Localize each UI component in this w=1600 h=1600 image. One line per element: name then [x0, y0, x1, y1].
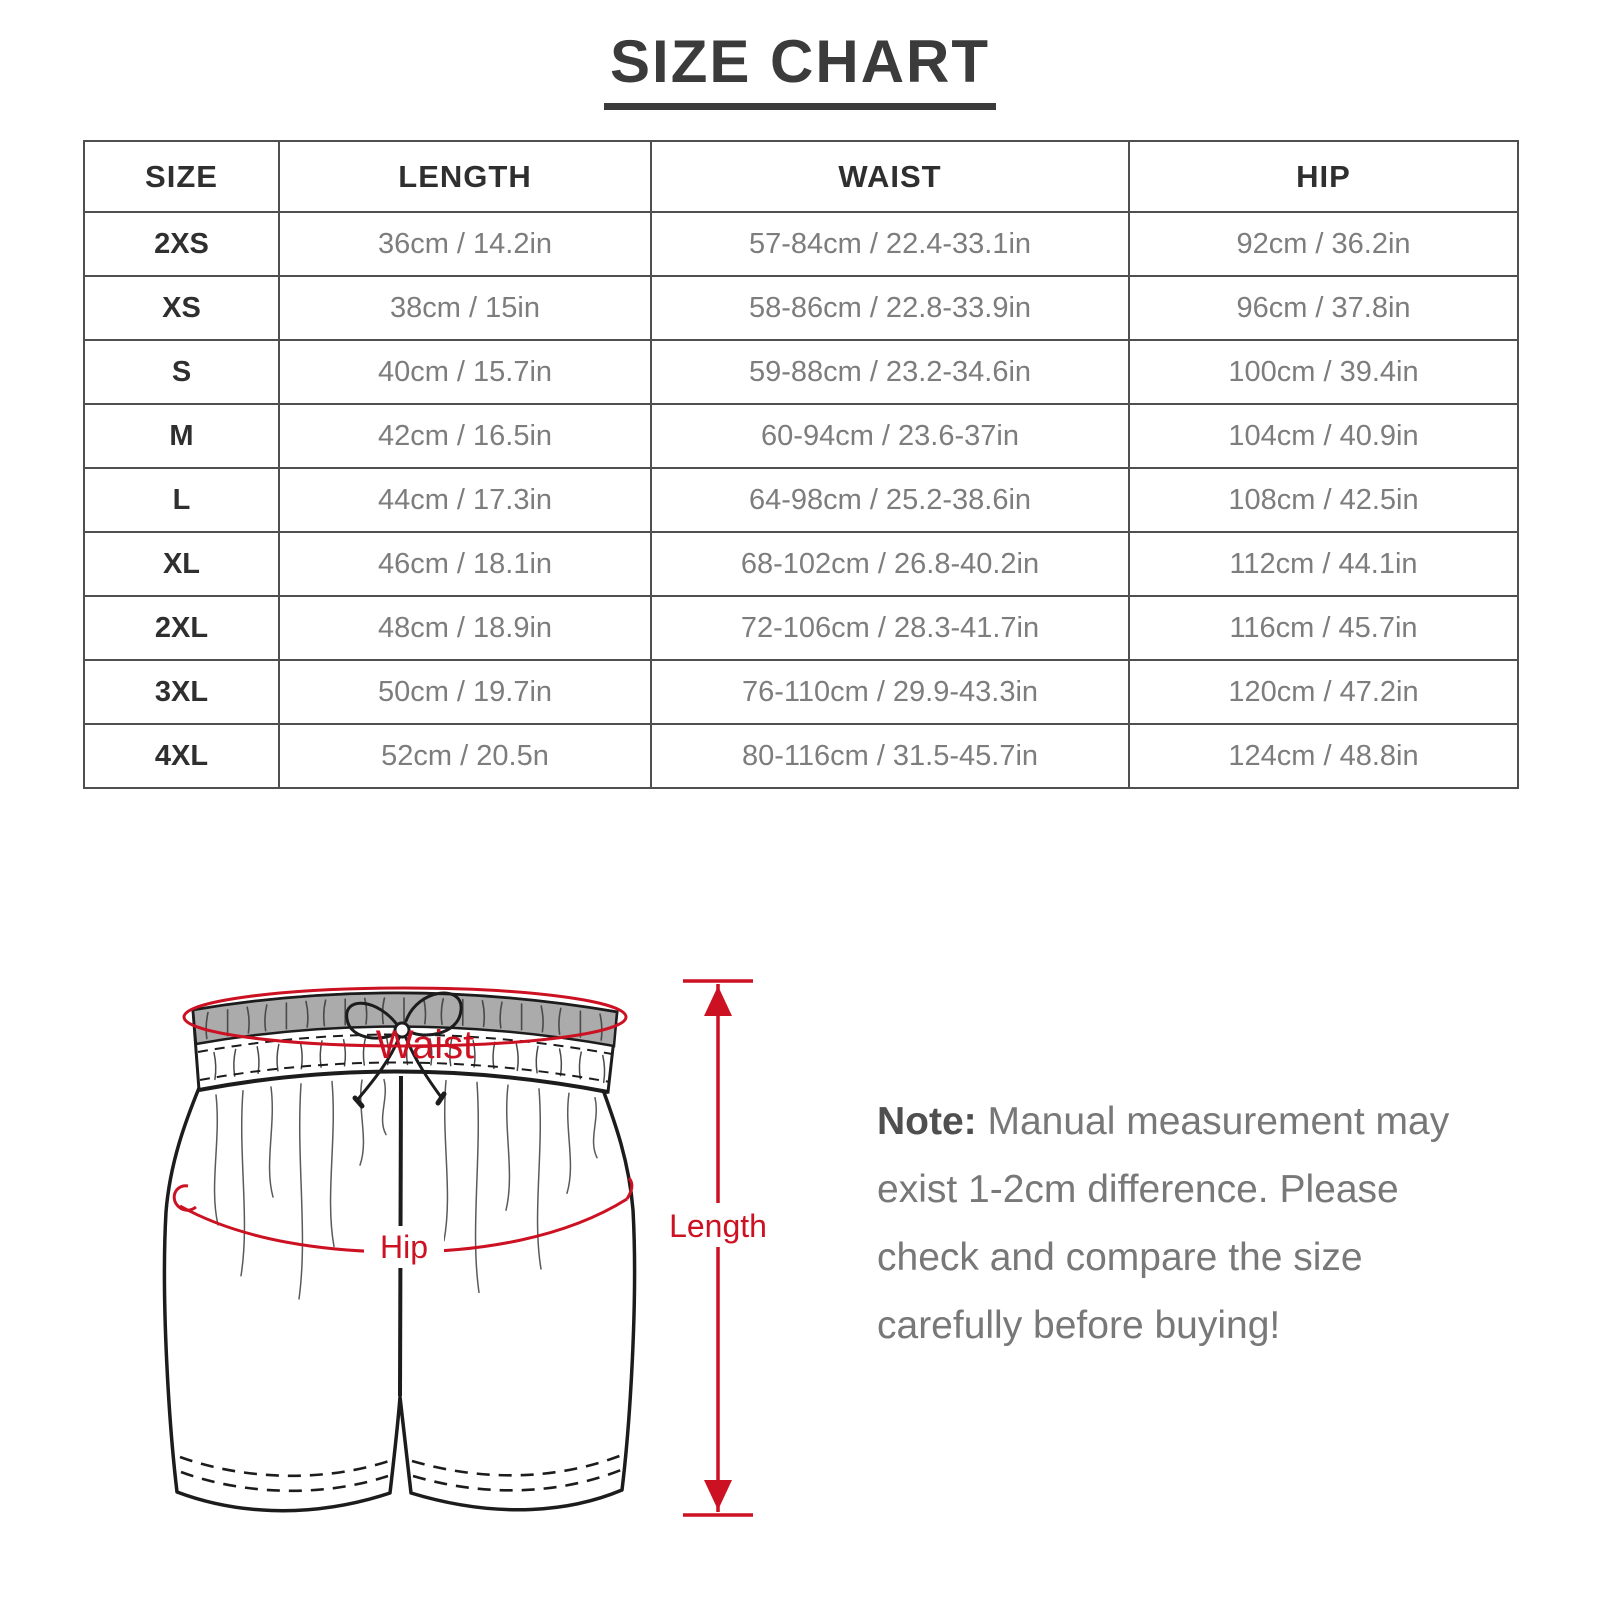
size-cell: M: [84, 404, 279, 468]
hip-cell: 120cm / 47.2in: [1129, 660, 1518, 724]
note-line: carefully before buying!: [877, 1304, 1281, 1347]
length-cell: 38cm / 15in: [279, 276, 651, 340]
table-header-row: [84, 141, 1518, 212]
note-prefix: Note:: [877, 1100, 977, 1143]
hip-cell: 100cm / 39.4in: [1129, 340, 1518, 404]
size-cell: L: [84, 468, 279, 532]
waist-cell: 72-106cm / 28.3-41.7in: [651, 596, 1129, 660]
col-header-hip: HIP: [1129, 141, 1518, 212]
waist-cell: 57-84cm / 22.4-33.1in: [651, 212, 1129, 276]
hip-cell: 116cm / 45.7in: [1129, 596, 1518, 660]
size-cell: XL: [84, 532, 279, 596]
hip-label: Hip: [379, 1229, 429, 1265]
length-cell: 50cm / 19.7in: [279, 660, 651, 724]
table-row: [84, 276, 1518, 340]
shorts-measurement-diagram: [140, 925, 820, 1595]
measurement-note: [877, 1088, 1502, 1360]
table-row: [84, 596, 1518, 660]
hip-cell: 108cm / 42.5in: [1129, 468, 1518, 532]
size-table: [83, 140, 1519, 789]
col-header-size: SIZE: [84, 141, 279, 212]
size-cell: 2XL: [84, 596, 279, 660]
length-cell: 48cm / 18.9in: [279, 596, 651, 660]
waist-cell: 80-116cm / 31.5-45.7in: [651, 724, 1129, 788]
length-cell: 44cm / 17.3in: [279, 468, 651, 532]
waist-cell: 60-94cm / 23.6-37in: [651, 404, 1129, 468]
col-header-length: LENGTH: [279, 141, 651, 212]
size-cell: 2XS: [84, 212, 279, 276]
hip-cell: 92cm / 36.2in: [1129, 212, 1518, 276]
table-row: [84, 724, 1518, 788]
table-row: [84, 468, 1518, 532]
note-line: [877, 1088, 1502, 1156]
hip-cell: 112cm / 44.1in: [1129, 532, 1518, 596]
length-cell: 42cm / 16.5in: [279, 404, 651, 468]
waist-label: Waist: [375, 1023, 475, 1067]
page-title: SIZE CHART: [604, 30, 996, 110]
table-row: [84, 660, 1518, 724]
size-cell: 3XL: [84, 660, 279, 724]
hip-cell: 124cm / 48.8in: [1129, 724, 1518, 788]
length-cell: 46cm / 18.1in: [279, 532, 651, 596]
col-header-waist: WAIST: [651, 141, 1129, 212]
waist-cell: 76-110cm / 29.9-43.3in: [651, 660, 1129, 724]
waist-cell: 59-88cm / 23.2-34.6in: [651, 340, 1129, 404]
hip-cell: 96cm / 37.8in: [1129, 276, 1518, 340]
waist-cell: 58-86cm / 22.8-33.9in: [651, 276, 1129, 340]
length-dimension-arrow: [683, 981, 753, 1515]
title-wrap: [0, 30, 1600, 110]
note-line-text: Manual measurement may: [987, 1100, 1450, 1143]
length-label: Length: [669, 1208, 767, 1244]
waist-cell: 68-102cm / 26.8-40.2in: [651, 532, 1129, 596]
table-row: [84, 340, 1518, 404]
size-cell: XS: [84, 276, 279, 340]
size-cell: 4XL: [84, 724, 279, 788]
note-line: check and compare the size: [877, 1236, 1363, 1279]
table-row: [84, 404, 1518, 468]
waist-cell: 64-98cm / 25.2-38.6in: [651, 468, 1129, 532]
length-cell: 36cm / 14.2in: [279, 212, 651, 276]
length-cell: 40cm / 15.7in: [279, 340, 651, 404]
note-line: exist 1-2cm difference. Please: [877, 1168, 1399, 1211]
table-row: [84, 212, 1518, 276]
table-row: [84, 532, 1518, 596]
size-cell: S: [84, 340, 279, 404]
length-cell: 52cm / 20.5n: [279, 724, 651, 788]
hip-cell: 104cm / 40.9in: [1129, 404, 1518, 468]
